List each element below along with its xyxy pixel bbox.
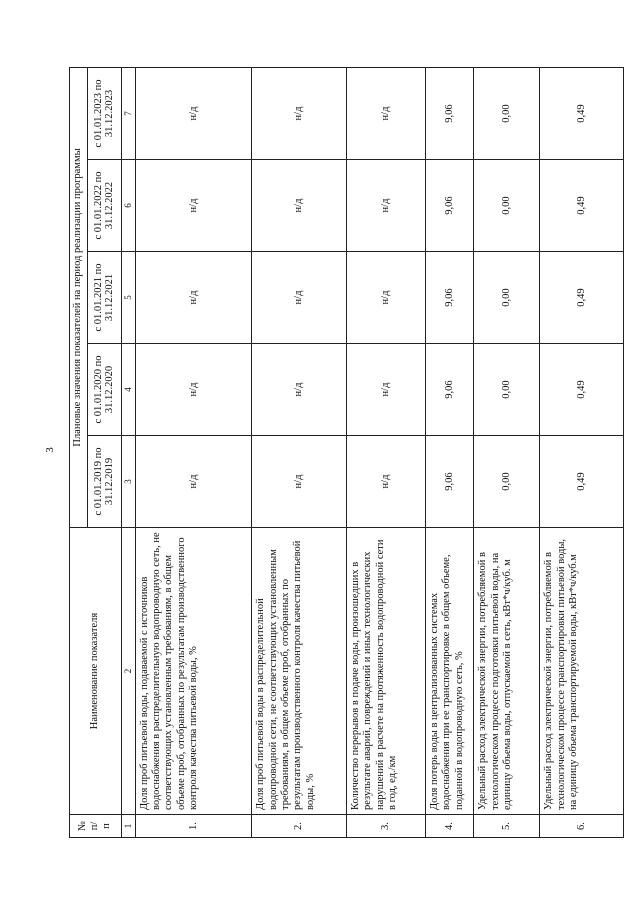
value-cell: н/д [135, 344, 252, 436]
value-cell: н/д [346, 344, 425, 436]
value-cell: 9,06 [426, 344, 474, 436]
indicator-name: Удельный расход электрической энергии, потребляемой в технологическом процессе подготовки питьевой воды, на единицу объема воды, отпускаемой в сеть, кВт*ч/куб. м [474, 528, 540, 815]
planned-values-header: Плановые значения показателей на период реализации программы [70, 67, 88, 527]
row-number: 4. [426, 815, 474, 838]
value-cell: н/д [252, 344, 347, 436]
indicator-name: Удельный расход электрической энергии, потребляемой в технологическом процессе транспортировки питьевой воды, на единицу объема транспортируемой воды, кВт*ч/куб.м [540, 528, 624, 815]
col-num-header: № п/п [70, 815, 122, 838]
table-row [474, 67, 540, 837]
page-number: 3 [44, 447, 56, 453]
value-cell: н/д [346, 252, 425, 344]
value-cell: н/д [346, 160, 425, 252]
row-number: 2. [252, 815, 347, 838]
indicators-table [69, 67, 624, 838]
value-cell: 0,00 [474, 160, 540, 252]
row-number: 6. [540, 815, 624, 838]
header-row-1 [70, 67, 88, 837]
column-number: 2 [121, 528, 135, 815]
value-cell: н/д [252, 160, 347, 252]
period-header: с 01.01.2023 по 31.12.2023 [87, 67, 121, 159]
value-cell: 0,49 [540, 67, 624, 159]
indicator-name: Количество перерывов в подаче воды, произошедших в результате аварий, повреждений и иных технологических нарушений в расчете на протяженность водопроводной сети в год, ед./км [346, 528, 425, 815]
value-cell: н/д [252, 436, 347, 528]
rotated-table-container [69, 68, 624, 838]
value-cell: 0,00 [474, 252, 540, 344]
value-cell: 9,06 [426, 252, 474, 344]
value-cell: 9,06 [426, 67, 474, 159]
column-number: 1 [121, 815, 135, 838]
table-row [135, 67, 252, 837]
column-number: 7 [121, 67, 135, 159]
column-number: 6 [121, 160, 135, 252]
row-number: 5. [474, 815, 540, 838]
value-cell: 0,00 [474, 436, 540, 528]
period-header: с 01.01.2021 по 31.12.2021 [87, 252, 121, 344]
value-cell: 0,49 [540, 344, 624, 436]
value-cell: 0,00 [474, 344, 540, 436]
row-number: 1. [135, 815, 252, 838]
value-cell: н/д [346, 436, 425, 528]
value-cell: н/д [135, 436, 252, 528]
value-cell: 9,06 [426, 160, 474, 252]
value-cell: н/д [135, 67, 252, 159]
table-row [346, 67, 425, 837]
period-header: с 01.01.2020 по 31.12.2020 [87, 344, 121, 436]
value-cell: н/д [346, 67, 425, 159]
value-cell: 0,49 [540, 436, 624, 528]
column-number: 3 [121, 436, 135, 528]
row-number: 3. [346, 815, 425, 838]
column-numbers-row [121, 67, 135, 837]
col-name-header: Наименование показателя [70, 528, 122, 815]
value-cell: 9,06 [426, 436, 474, 528]
value-cell: 0,00 [474, 67, 540, 159]
value-cell: 0,49 [540, 252, 624, 344]
value-cell: н/д [135, 160, 252, 252]
column-number: 4 [121, 344, 135, 436]
value-cell: 0,49 [540, 160, 624, 252]
period-header: с 01.01.2022 по 31.12.2022 [87, 160, 121, 252]
value-cell: н/д [252, 67, 347, 159]
indicator-name: Доля проб питьевой воды, подаваемой с источников водоснабжения в распределительную водопроводную сеть, не соответствующих установленным требованиям, в общем объеме проб, отобранных по результатам производственного контроля качества питьевой воды, % [135, 528, 252, 815]
table-row [426, 67, 474, 837]
indicator-name: Доля проб питьевой воды в распределительной водопроводной сети, не соответствующих установленным требованиям, в общем объеме проб, отобранных по результатам производственного контроля качества питьевой воды, % [252, 528, 347, 815]
value-cell: н/д [252, 252, 347, 344]
table-row [540, 67, 624, 837]
period-header: с 01.01.2019 по 31.12.2019 [87, 436, 121, 528]
column-number: 5 [121, 252, 135, 344]
value-cell: н/д [135, 252, 252, 344]
indicator-name: Доля потерь воды в централизованных системах водоснабжения при ее транспортировке в общем объеме, поданной в водопроводную сеть, % [426, 528, 474, 815]
table-row [252, 67, 347, 837]
